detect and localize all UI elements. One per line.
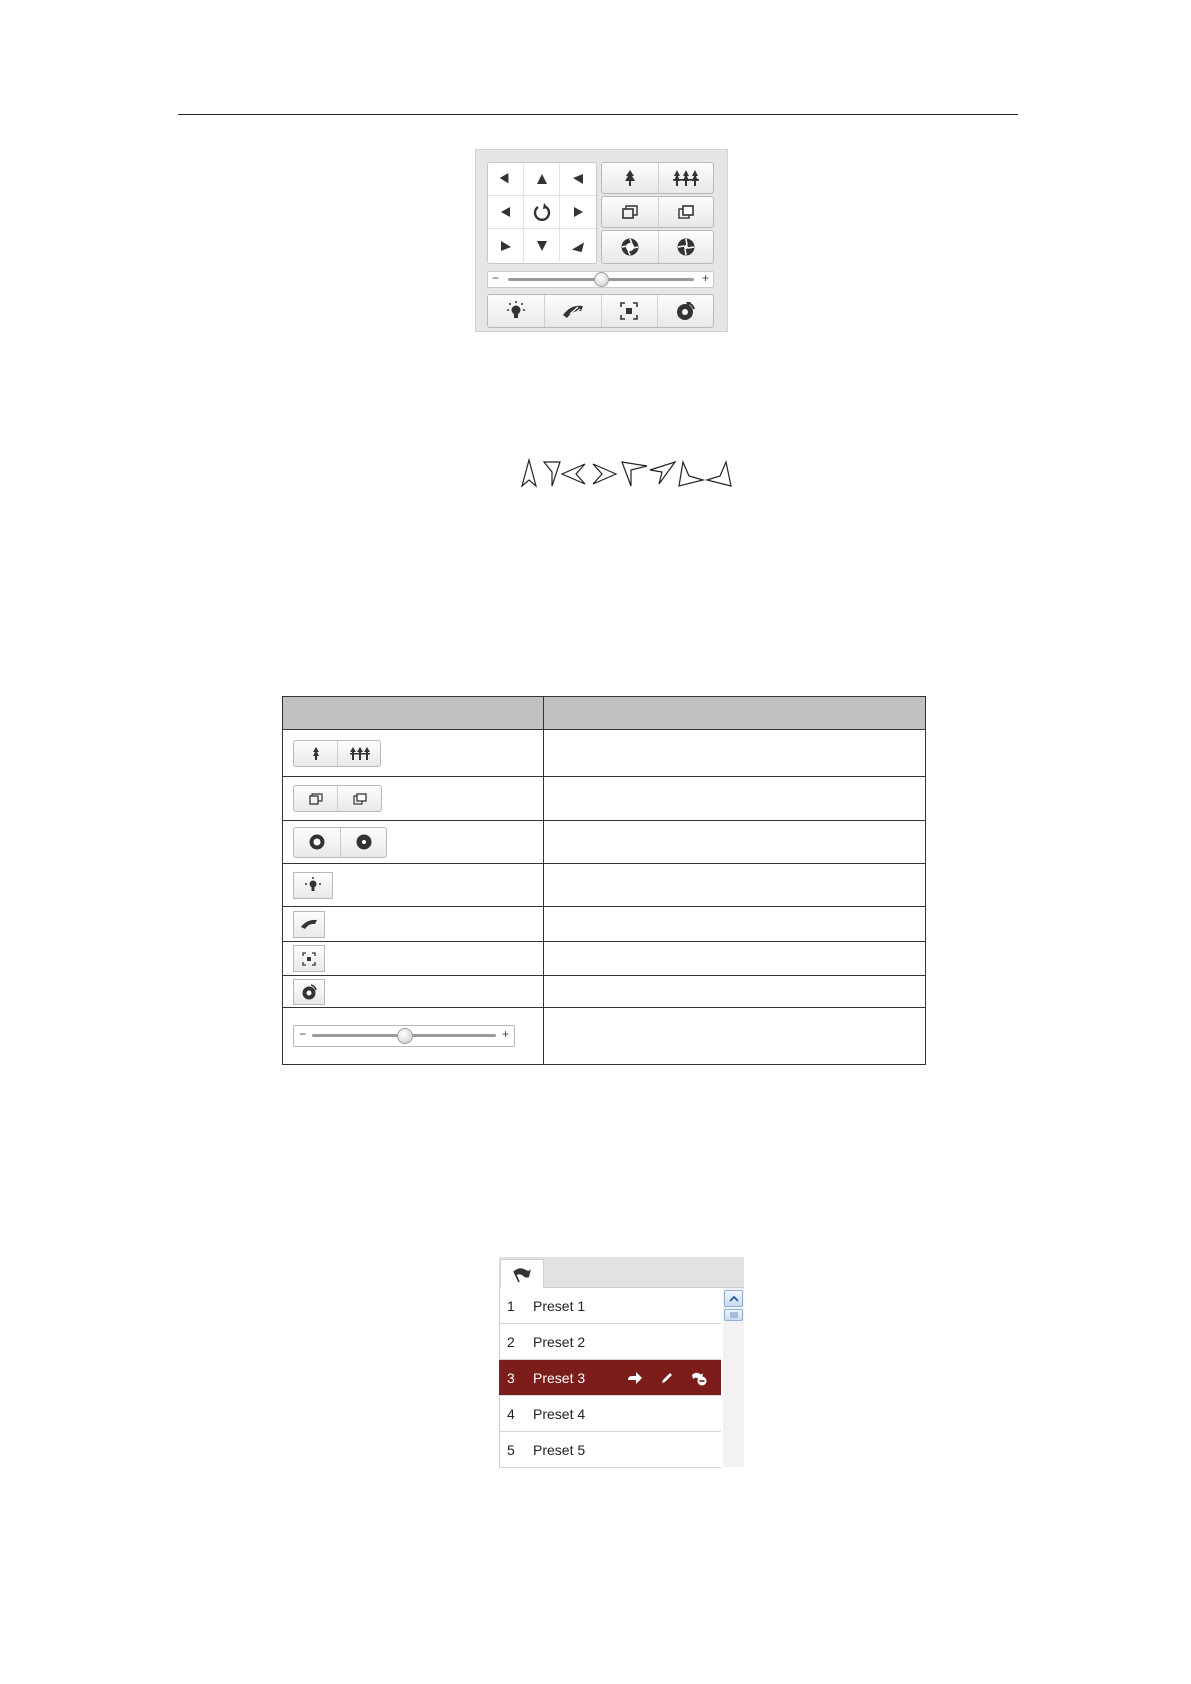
table-header-description <box>544 697 926 730</box>
focus-far-icon[interactable] <box>658 197 715 227</box>
call-preset-icon[interactable] <box>619 1371 651 1385</box>
focus-button-pair <box>601 196 714 228</box>
chevron-up-icon <box>729 1295 739 1302</box>
arrow-up-icon[interactable] <box>524 163 560 196</box>
outline-arrow-right-icon <box>593 464 616 484</box>
light-button <box>293 872 333 899</box>
slider-thumb <box>397 1028 413 1044</box>
focus-near-icon <box>294 786 337 811</box>
table-cell-description <box>544 907 926 942</box>
light-icon <box>294 873 332 898</box>
table-cell-icon <box>283 907 544 942</box>
table-cell-icon <box>283 777 544 821</box>
preset-name: Preset 4 <box>533 1405 586 1422</box>
preset-row[interactable] <box>499 1432 721 1468</box>
focus-near-far-buttons <box>293 785 382 812</box>
auxiliary-focus-icon[interactable] <box>601 295 657 327</box>
arrow-right-icon[interactable] <box>560 196 596 229</box>
preset-tab-bar <box>499 1257 744 1288</box>
delete-preset-icon[interactable] <box>683 1370 715 1386</box>
edit-preset-icon[interactable] <box>651 1371 683 1385</box>
lens-initialization-button <box>293 979 325 1005</box>
preset-number: 4 <box>507 1405 515 1422</box>
outline-arrow-up-right-icon <box>679 462 703 486</box>
scroll-up-button[interactable] <box>724 1290 743 1307</box>
focus-far-icon <box>337 786 382 811</box>
preset-tab[interactable] <box>500 1259 544 1288</box>
table-cell-icon <box>283 730 544 777</box>
zoom-out-icon[interactable] <box>658 163 715 193</box>
slider-minus-label: − <box>299 1027 307 1041</box>
table-cell-description <box>544 1008 926 1065</box>
auto-scan-icon[interactable] <box>524 196 560 229</box>
preset-number: 2 <box>507 1333 515 1350</box>
zoom-out-icon <box>337 741 381 766</box>
slider-plus-label: + <box>501 1027 509 1041</box>
preset-row[interactable] <box>499 1396 721 1432</box>
table-header-icon <box>283 697 544 730</box>
lens-initialization-icon[interactable] <box>657 295 713 327</box>
table-cell-icon <box>283 942 544 976</box>
table-row <box>283 730 926 777</box>
arrow-left-icon[interactable] <box>488 196 524 229</box>
preset-panel <box>499 1257 744 1467</box>
table-cell-icon <box>283 976 544 1008</box>
preset-name: Preset 5 <box>533 1441 586 1458</box>
table-row <box>283 777 926 821</box>
direction-arrows-legend <box>519 456 769 492</box>
ptz-button-table <box>282 696 926 1065</box>
table-cell-description <box>544 730 926 777</box>
table-cell-description <box>544 942 926 976</box>
ptz-tools-bar <box>487 294 714 328</box>
slider-thumb[interactable] <box>594 272 609 287</box>
slider-minus-label: − <box>492 271 500 285</box>
grip-icon <box>730 1312 738 1318</box>
auxiliary-focus-icon <box>294 946 324 971</box>
preset-name: Preset 2 <box>533 1333 586 1350</box>
outline-arrow-down-right-icon <box>622 462 647 486</box>
table-row <box>283 821 926 864</box>
iris-button-pair <box>601 230 714 264</box>
zoom-in-out-buttons <box>293 740 381 767</box>
iris-close-icon <box>340 828 387 857</box>
scroll-thumb[interactable] <box>724 1309 743 1321</box>
table-row <box>283 864 926 907</box>
wiper-button <box>293 911 325 938</box>
arrow-down-icon[interactable] <box>524 229 560 262</box>
arrow-up-left-icon[interactable] <box>488 163 524 196</box>
table-cell-description <box>544 821 926 864</box>
preset-flag-icon <box>512 1265 532 1283</box>
outline-arrow-up-left-icon <box>707 462 731 486</box>
table-row <box>283 976 926 1008</box>
table-cell-description <box>544 976 926 1008</box>
preset-number: 3 <box>507 1369 515 1386</box>
zoom-in-icon <box>294 741 337 766</box>
preset-row[interactable] <box>499 1324 721 1360</box>
zoom-in-icon[interactable] <box>602 163 658 193</box>
preset-number: 5 <box>507 1441 515 1458</box>
iris-open-icon <box>294 828 340 857</box>
speed-slider[interactable] <box>487 271 714 288</box>
light-icon[interactable] <box>488 295 544 327</box>
lens-initialization-icon <box>294 980 324 1004</box>
preset-row[interactable] <box>499 1288 721 1324</box>
table-cell-icon <box>283 821 544 864</box>
preset-name: Preset 1 <box>533 1297 586 1314</box>
speed-slider <box>293 1025 515 1047</box>
outline-arrow-down-left-icon <box>650 462 675 484</box>
preset-number: 1 <box>507 1297 515 1314</box>
direction-pad <box>487 162 597 264</box>
arrow-up-right-icon[interactable] <box>560 163 596 196</box>
ptz-control-panel <box>475 149 728 332</box>
table-cell-description <box>544 777 926 821</box>
preset-name: Preset 3 <box>533 1369 586 1386</box>
wiper-icon[interactable] <box>544 295 600 327</box>
table-cell-description <box>544 864 926 907</box>
auxiliary-focus-button <box>293 945 325 972</box>
table-row <box>283 1008 926 1065</box>
outline-arrow-up-icon <box>522 460 536 486</box>
arrow-down-left-icon[interactable] <box>488 229 524 262</box>
table-cell-icon <box>283 864 544 907</box>
table-row <box>283 907 926 942</box>
header-rule <box>178 114 1018 115</box>
table-row <box>283 942 926 976</box>
wiper-icon <box>294 912 324 937</box>
outline-arrow-left-icon <box>562 464 585 484</box>
iris-close-icon[interactable] <box>658 231 715 263</box>
table-cell-icon <box>283 1008 544 1065</box>
zoom-button-pair <box>601 162 714 194</box>
iris-open-icon[interactable] <box>602 231 658 263</box>
focus-near-icon[interactable] <box>602 197 658 227</box>
slider-plus-label: + <box>701 271 709 285</box>
iris-open-close-buttons <box>293 827 387 858</box>
outline-arrow-down-icon <box>544 462 560 486</box>
preset-scrollbar[interactable] <box>723 1288 744 1467</box>
arrow-down-right-icon[interactable] <box>560 229 596 262</box>
preset-row-selected[interactable] <box>499 1360 721 1396</box>
table-header-row <box>283 697 926 730</box>
